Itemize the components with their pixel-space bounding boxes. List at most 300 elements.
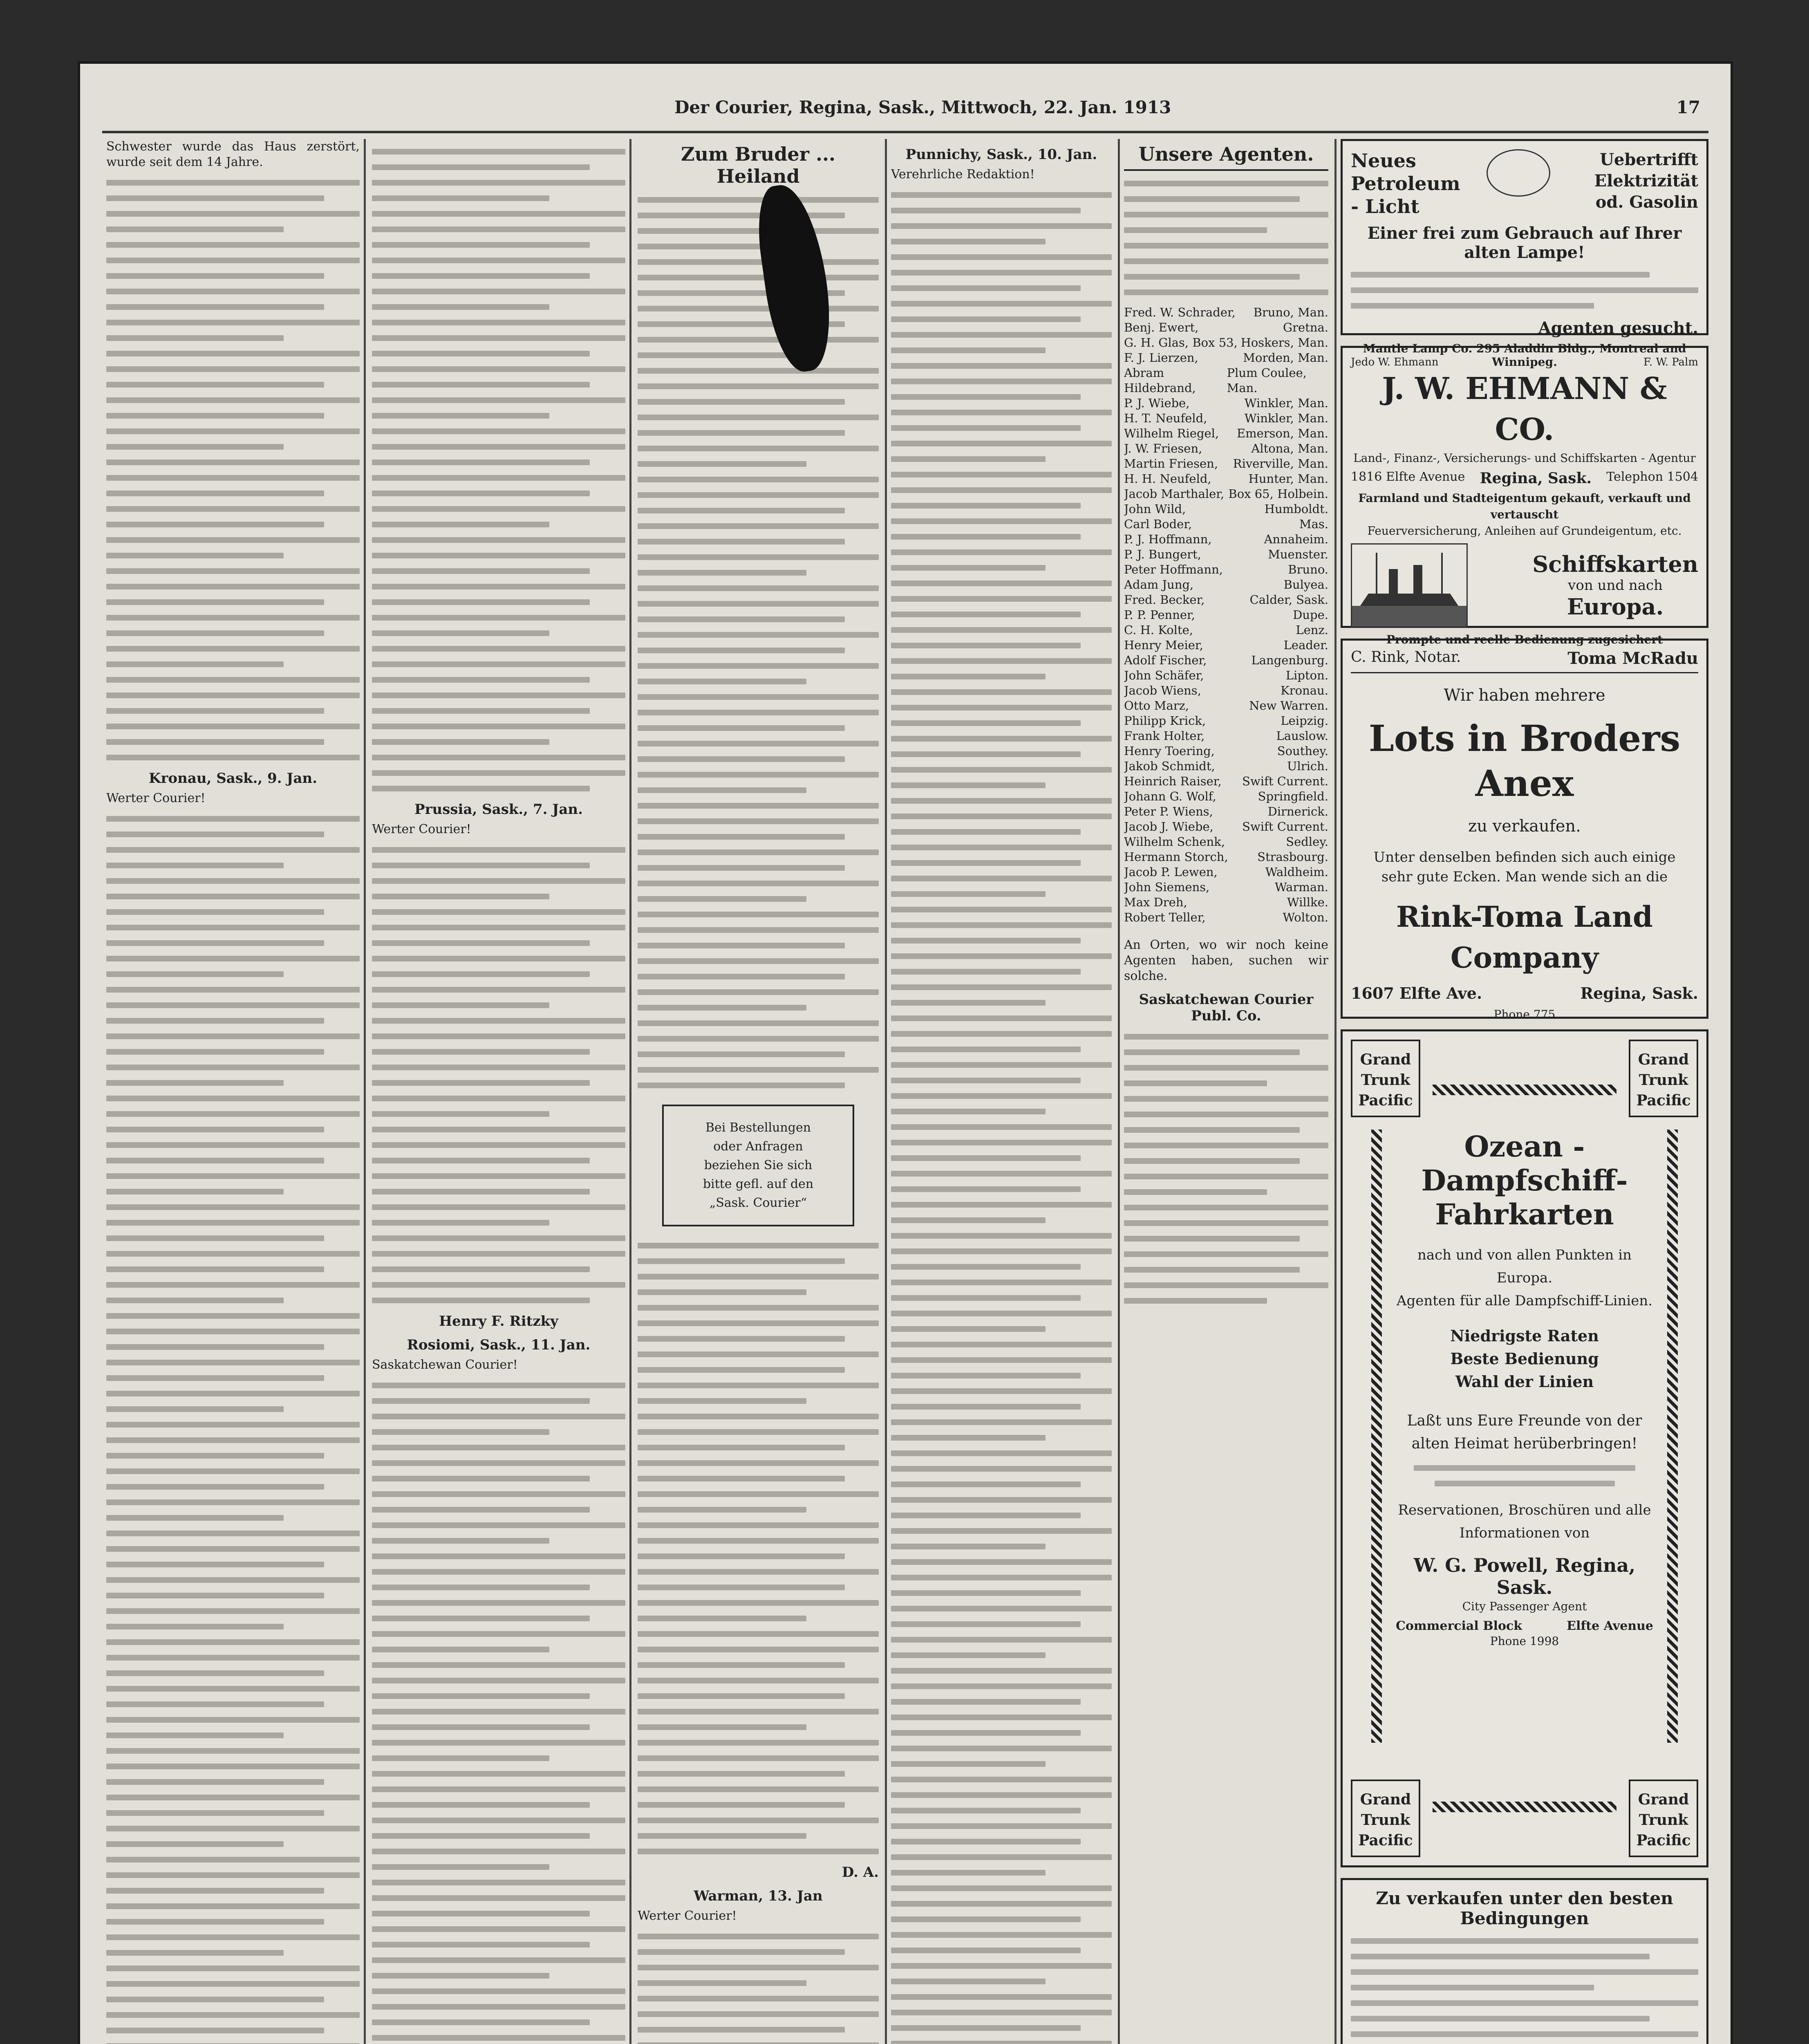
text-line bbox=[891, 1963, 1112, 1969]
text-line bbox=[891, 1668, 1112, 1674]
text-line bbox=[372, 1709, 625, 1715]
agent-name: Wilhelm Riegel, bbox=[1124, 426, 1219, 440]
text-line bbox=[1124, 1298, 1267, 1304]
text-line bbox=[106, 1484, 324, 1490]
text-line bbox=[638, 1802, 845, 1808]
text-line bbox=[106, 2028, 324, 2033]
page-header bbox=[102, 86, 1708, 133]
agent-name: Heinrich Raiser, bbox=[1124, 774, 1222, 788]
ad-grand-trunk-pacific bbox=[1341, 1029, 1708, 1867]
land-sale-title: Zu verkaufen unter den besten Bedingungen bbox=[1376, 1888, 1673, 1928]
publisher-name: Saskatchewan Courier Publ. Co. bbox=[1139, 991, 1314, 1024]
text-line bbox=[1124, 258, 1328, 264]
text-line bbox=[372, 1755, 549, 1761]
text-line bbox=[638, 694, 879, 700]
text-line bbox=[106, 537, 360, 543]
text-line bbox=[638, 508, 845, 513]
text-line bbox=[106, 1577, 360, 1583]
body-text-block bbox=[1124, 181, 1328, 295]
agent-row bbox=[1124, 910, 1328, 925]
text-line bbox=[891, 1388, 1112, 1394]
text-line bbox=[1124, 1158, 1300, 1164]
agent-name: Carl Boder, bbox=[1124, 517, 1192, 531]
agent-place: Calder, Sask. bbox=[1249, 593, 1328, 607]
text-line bbox=[372, 661, 625, 667]
text-line bbox=[372, 1189, 590, 1195]
rink-phone: Phone 775 bbox=[1493, 1008, 1556, 1021]
coupon-line: oder Anfragen bbox=[713, 1139, 803, 1154]
text-line bbox=[891, 1575, 1112, 1580]
gtp-title-2: Fahrkarten bbox=[1435, 1197, 1614, 1231]
text-line bbox=[638, 213, 845, 218]
text-line bbox=[106, 739, 324, 745]
text-line bbox=[372, 491, 590, 496]
text-line bbox=[891, 845, 1112, 850]
text-line bbox=[372, 1724, 590, 1730]
agent-row bbox=[1124, 759, 1328, 774]
text-line bbox=[106, 831, 324, 837]
text-line bbox=[106, 1127, 324, 1132]
body-text-block bbox=[372, 847, 625, 1303]
ad-rink-toma bbox=[1341, 639, 1708, 1019]
gtp-address: Elfte Avenue bbox=[1567, 1619, 1653, 1633]
text-line bbox=[372, 2035, 625, 2041]
lamp-agents-wanted: Agenten gesucht. bbox=[1538, 318, 1698, 338]
agent-place: Winkler, Man. bbox=[1244, 396, 1328, 410]
text-line bbox=[891, 394, 1081, 400]
text-line bbox=[106, 1732, 284, 1738]
text-line bbox=[891, 1062, 1112, 1068]
text-line bbox=[372, 677, 590, 683]
text-line bbox=[891, 1994, 1112, 2000]
ad-ehmann bbox=[1341, 346, 1708, 646]
agent-name: H. T. Neufeld, bbox=[1124, 411, 1207, 425]
text-line bbox=[106, 1903, 360, 1909]
body-text-block bbox=[372, 1383, 625, 2044]
text-line bbox=[638, 1724, 806, 1730]
text-line bbox=[106, 1080, 284, 1086]
text-line bbox=[372, 226, 625, 232]
text-line bbox=[372, 2019, 590, 2025]
agent-name: Fred. Becker, bbox=[1124, 593, 1205, 607]
text-line bbox=[372, 724, 625, 729]
text-line bbox=[891, 1202, 1112, 1208]
text-line bbox=[891, 565, 1046, 571]
text-line bbox=[638, 1647, 879, 1652]
rink-headline: Lots in Broders Anex bbox=[1368, 717, 1681, 805]
text-line bbox=[638, 197, 879, 203]
agent-place: Southey. bbox=[1277, 744, 1328, 758]
text-line bbox=[372, 1522, 625, 1528]
text-line bbox=[106, 1158, 324, 1163]
folio-line: Der Courier, Regina, Sask., Mittwoch, 22. Jan. 1913 bbox=[674, 97, 1171, 117]
agent-place: Emerson, Man. bbox=[1236, 426, 1328, 440]
text-line bbox=[891, 2025, 1081, 2031]
agent-place: Swift Current. bbox=[1242, 774, 1328, 788]
text-line bbox=[891, 1808, 1081, 1813]
text-line bbox=[372, 1553, 625, 1559]
salutation: Werter Courier! bbox=[106, 791, 206, 805]
text-line bbox=[891, 254, 1112, 260]
text-line bbox=[891, 1932, 1112, 1938]
text-line bbox=[106, 1204, 360, 1210]
ehmann-farmland: Farmland und Stadteigentum gekauft, verkauft und vertauscht bbox=[1358, 491, 1691, 521]
gtp-title: Ozean - Dampfschiff- bbox=[1421, 1130, 1628, 1197]
text-line bbox=[1124, 1143, 1328, 1148]
agent-place: Winkler, Man. bbox=[1244, 411, 1328, 425]
text-line bbox=[891, 953, 1112, 959]
text-line bbox=[106, 1826, 360, 1831]
text-line bbox=[891, 270, 1112, 276]
column-3 bbox=[638, 139, 879, 2044]
agent-row bbox=[1124, 562, 1328, 577]
text-line bbox=[372, 1802, 590, 1808]
text-line bbox=[638, 1616, 806, 1621]
text-line bbox=[638, 1755, 879, 1761]
agent-row bbox=[1124, 804, 1328, 819]
ship-direction: von und nach bbox=[1568, 577, 1663, 594]
text-line bbox=[638, 2011, 879, 2017]
dateline: Rosiomi, Sask., 11. Jan. bbox=[407, 1337, 591, 1353]
agent-row bbox=[1124, 456, 1328, 471]
text-line bbox=[106, 428, 360, 434]
text-line bbox=[372, 1647, 549, 1652]
text-line bbox=[372, 1220, 549, 1226]
text-line bbox=[106, 1624, 284, 1629]
text-line bbox=[372, 289, 625, 294]
text-line bbox=[372, 909, 625, 915]
text-line bbox=[106, 909, 324, 915]
text-line bbox=[106, 1453, 324, 1459]
text-line bbox=[638, 352, 806, 358]
text-line bbox=[106, 273, 324, 279]
text-line bbox=[372, 987, 625, 993]
text-line bbox=[638, 1445, 845, 1450]
text-line bbox=[638, 1067, 879, 1073]
agent-name: G. H. Glas, Box 53, bbox=[1124, 336, 1238, 350]
signature: Henry F. Ritzky bbox=[439, 1313, 558, 1329]
text-line bbox=[372, 568, 590, 574]
text-line bbox=[638, 1662, 845, 1668]
text-line bbox=[372, 428, 625, 434]
text-line bbox=[891, 1683, 1112, 1689]
text-line bbox=[891, 1901, 1112, 1907]
text-line bbox=[891, 751, 1081, 757]
agent-row bbox=[1124, 396, 1328, 411]
text-line bbox=[372, 1973, 549, 1979]
text-line bbox=[106, 584, 360, 589]
body-text-block bbox=[638, 1243, 879, 1854]
decorative-border bbox=[1667, 1130, 1678, 1743]
text-line bbox=[1124, 1112, 1328, 1117]
text-line bbox=[891, 363, 1112, 369]
text-line bbox=[106, 1748, 360, 1754]
text-line bbox=[106, 335, 284, 341]
text-line bbox=[372, 646, 625, 652]
text-line bbox=[638, 1491, 879, 1497]
agent-row bbox=[1124, 532, 1328, 547]
text-line bbox=[372, 739, 549, 745]
text-line bbox=[372, 1460, 625, 1466]
agent-name: Peter Hoffmann, bbox=[1124, 563, 1223, 576]
text-line bbox=[891, 1373, 1081, 1378]
text-line bbox=[891, 829, 1081, 835]
text-line bbox=[891, 1450, 1112, 1456]
text-line bbox=[891, 612, 1081, 617]
text-line bbox=[638, 1569, 879, 1575]
agent-place: Willke. bbox=[1287, 895, 1328, 909]
text-line bbox=[638, 259, 879, 265]
text-line bbox=[372, 584, 625, 589]
text-line bbox=[372, 397, 625, 403]
text-line bbox=[1124, 289, 1328, 295]
text-line bbox=[638, 741, 879, 746]
text-line bbox=[638, 1429, 879, 1435]
text-line bbox=[891, 1761, 1046, 1767]
text-line bbox=[891, 938, 1081, 944]
agent-name: Otto Marz, bbox=[1124, 699, 1189, 713]
text-line bbox=[638, 477, 879, 482]
text-line bbox=[638, 1305, 879, 1311]
coupon-line: Bei Bestellungen bbox=[705, 1121, 811, 1135]
text-line bbox=[638, 1585, 845, 1590]
text-line bbox=[638, 974, 845, 979]
text-line bbox=[106, 1142, 360, 1148]
dateline: Punnichy, Sask., 10. Jan. bbox=[905, 146, 1097, 163]
text-line bbox=[106, 475, 360, 481]
text-line bbox=[891, 1186, 1081, 1192]
text-line bbox=[1124, 1251, 1328, 1257]
text-line bbox=[106, 1111, 360, 1117]
text-line bbox=[106, 1391, 360, 1396]
article-headline: Zum Bruder ... Heiland bbox=[681, 143, 835, 187]
text-line bbox=[891, 332, 1112, 338]
text-line bbox=[372, 940, 590, 946]
text-line bbox=[638, 337, 879, 343]
agent-row bbox=[1124, 668, 1328, 683]
text-line bbox=[638, 1367, 845, 1373]
text-line bbox=[106, 677, 360, 683]
text-line bbox=[106, 1437, 360, 1443]
text-line bbox=[106, 1608, 360, 1614]
text-line bbox=[891, 1047, 1081, 1052]
text-line bbox=[372, 1065, 625, 1070]
text-line bbox=[372, 1383, 625, 1388]
text-line bbox=[891, 643, 1081, 648]
column-rule bbox=[629, 139, 631, 2044]
text-line bbox=[372, 1957, 625, 1963]
text-line bbox=[638, 772, 879, 778]
text-line bbox=[638, 679, 806, 684]
agent-place: Altona, Man. bbox=[1251, 442, 1328, 455]
text-line bbox=[638, 1709, 879, 1715]
text-line bbox=[372, 1398, 590, 1404]
text-line bbox=[106, 1950, 284, 1956]
text-line bbox=[372, 1833, 590, 1839]
text-line bbox=[891, 1823, 1112, 1829]
text-line bbox=[1124, 1189, 1267, 1195]
text-line bbox=[106, 661, 284, 667]
agent-name: H. H. Neufeld, bbox=[1124, 472, 1211, 486]
text-line bbox=[638, 1476, 845, 1481]
decorative-border bbox=[1433, 1085, 1616, 1095]
text-line bbox=[106, 599, 324, 605]
agent-row bbox=[1124, 880, 1328, 895]
text-line bbox=[638, 1398, 806, 1404]
agent-place: Waldheim. bbox=[1265, 865, 1328, 879]
agent-row bbox=[1124, 744, 1328, 759]
text-line bbox=[638, 306, 879, 312]
ehmann-city: Regina, Sask. bbox=[1480, 470, 1592, 487]
text-line bbox=[372, 366, 625, 372]
text-line bbox=[372, 1988, 625, 1994]
text-line bbox=[372, 1266, 590, 1272]
text-line bbox=[891, 1730, 1081, 1736]
text-line bbox=[891, 487, 1112, 493]
agent-place: Box 65, Holbein. bbox=[1228, 487, 1328, 501]
agent-row bbox=[1124, 350, 1328, 365]
agent-place: Hunter, Man. bbox=[1248, 472, 1328, 486]
text-line bbox=[1124, 1267, 1300, 1273]
agent-row bbox=[1124, 335, 1328, 350]
text-line bbox=[106, 1329, 360, 1334]
text-line bbox=[891, 534, 1081, 540]
text-line bbox=[106, 1266, 324, 1272]
text-line bbox=[1124, 181, 1328, 186]
notary-name: C. Rink, Notar. bbox=[1351, 649, 1461, 666]
text-line bbox=[891, 1466, 1112, 1472]
agent-place: Gretna. bbox=[1283, 320, 1328, 334]
agent-place: Wolton. bbox=[1283, 910, 1328, 924]
gtp-feature: Beste Bedienung bbox=[1450, 1349, 1599, 1368]
agent-place: Bruno, Man. bbox=[1253, 305, 1328, 319]
text-line bbox=[372, 894, 549, 899]
gtp-routes: nach und von allen Punkten in Europa. bbox=[1417, 1247, 1632, 1286]
text-line bbox=[638, 849, 879, 855]
text-line bbox=[638, 1553, 845, 1559]
text-line bbox=[372, 755, 625, 760]
text-line bbox=[638, 601, 879, 607]
text-line bbox=[891, 192, 1112, 198]
text-line bbox=[106, 1235, 324, 1241]
text-line bbox=[106, 226, 284, 232]
text-line bbox=[106, 1841, 284, 1847]
agent-place: Warman. bbox=[1274, 880, 1328, 894]
column-2 bbox=[372, 139, 625, 2044]
text-line bbox=[106, 444, 284, 450]
text-line bbox=[372, 615, 625, 621]
text-line bbox=[891, 1715, 1112, 1720]
text-line bbox=[106, 180, 360, 186]
text-line bbox=[372, 1600, 625, 1606]
agent-name: Henry Toering, bbox=[1124, 744, 1215, 758]
text-line bbox=[106, 1686, 360, 1692]
lamp-title: Neues Petroleum - Licht bbox=[1351, 150, 1460, 217]
text-line bbox=[1124, 1282, 1328, 1288]
text-line bbox=[106, 1764, 360, 1769]
agent-list bbox=[1124, 305, 1328, 925]
agent-row bbox=[1124, 728, 1328, 744]
ehmann-name: J. W. EHMANN & CO. bbox=[1382, 371, 1667, 447]
text-line bbox=[106, 1282, 360, 1288]
text-line bbox=[891, 1233, 1112, 1239]
text-line bbox=[638, 523, 879, 529]
text-line bbox=[638, 1507, 806, 1513]
text-line bbox=[106, 491, 324, 496]
text-line bbox=[106, 1096, 360, 1101]
text-line bbox=[372, 1096, 625, 1101]
text-line bbox=[106, 1934, 360, 1940]
text-line bbox=[372, 1864, 549, 1870]
gtp-logo: Grand Trunk Pacific bbox=[1629, 1040, 1698, 1117]
agent-place: Ulrich. bbox=[1287, 759, 1328, 773]
text-line bbox=[891, 1606, 1112, 1611]
agent-place: Morden, Man. bbox=[1243, 351, 1328, 365]
column-rule bbox=[885, 139, 887, 2044]
text-line bbox=[106, 1298, 284, 1303]
text-line bbox=[891, 1637, 1112, 1643]
agent-name: F. J. Lierzen, bbox=[1124, 351, 1198, 365]
text-line bbox=[638, 725, 845, 731]
gtp-agent-title: City Passenger Agent bbox=[1462, 1600, 1587, 1613]
body-text-block bbox=[891, 192, 1112, 2044]
text-line bbox=[891, 1031, 1112, 1037]
text-line bbox=[891, 689, 1112, 695]
agent-row bbox=[1124, 486, 1328, 502]
text-line bbox=[106, 1562, 324, 1567]
text-line bbox=[106, 1220, 360, 1226]
dateline: Warman, 13. Jan bbox=[694, 1888, 823, 1904]
agent-row bbox=[1124, 411, 1328, 426]
text-line bbox=[891, 1140, 1112, 1145]
text-line bbox=[372, 537, 625, 543]
agent-name: Abram Hildebrand, bbox=[1124, 366, 1196, 395]
text-line bbox=[891, 1000, 1046, 1006]
agent-row bbox=[1124, 849, 1328, 865]
column-ads bbox=[1341, 139, 1708, 2044]
text-line bbox=[1124, 1034, 1328, 1040]
text-line bbox=[891, 1109, 1046, 1114]
text-line bbox=[372, 382, 590, 388]
text-line bbox=[638, 1538, 879, 1544]
text-line bbox=[891, 1435, 1046, 1441]
agent-name: Jacob P. Lewen, bbox=[1124, 865, 1218, 879]
text-line bbox=[372, 1491, 625, 1497]
text-line bbox=[638, 1771, 845, 1777]
text-line bbox=[372, 2004, 625, 2010]
newspaper-page bbox=[78, 61, 1733, 2044]
agent-name: J. W. Friesen, bbox=[1124, 442, 1202, 455]
coupon-line: „Sask. Courier“ bbox=[709, 1196, 807, 1210]
agent-row bbox=[1124, 365, 1328, 396]
text-line bbox=[372, 1771, 625, 1777]
text-line bbox=[372, 1662, 625, 1668]
text-line bbox=[1124, 1065, 1328, 1071]
salutation: Verehrliche Redaktion! bbox=[891, 167, 1035, 182]
text-line bbox=[891, 1217, 1046, 1223]
agent-row bbox=[1124, 320, 1328, 335]
agent-place: Lipton. bbox=[1285, 668, 1328, 682]
text-line bbox=[638, 1934, 879, 1939]
agent-row bbox=[1124, 895, 1328, 910]
text-line bbox=[106, 878, 360, 884]
text-line bbox=[638, 1678, 879, 1683]
text-line bbox=[891, 1093, 1112, 1099]
agent-name: Jakob Schmidt, bbox=[1124, 759, 1215, 773]
salutation: Werter Courier! bbox=[372, 822, 471, 836]
gtp-phone: Phone 1998 bbox=[1490, 1634, 1559, 1648]
text-line bbox=[372, 1693, 590, 1699]
